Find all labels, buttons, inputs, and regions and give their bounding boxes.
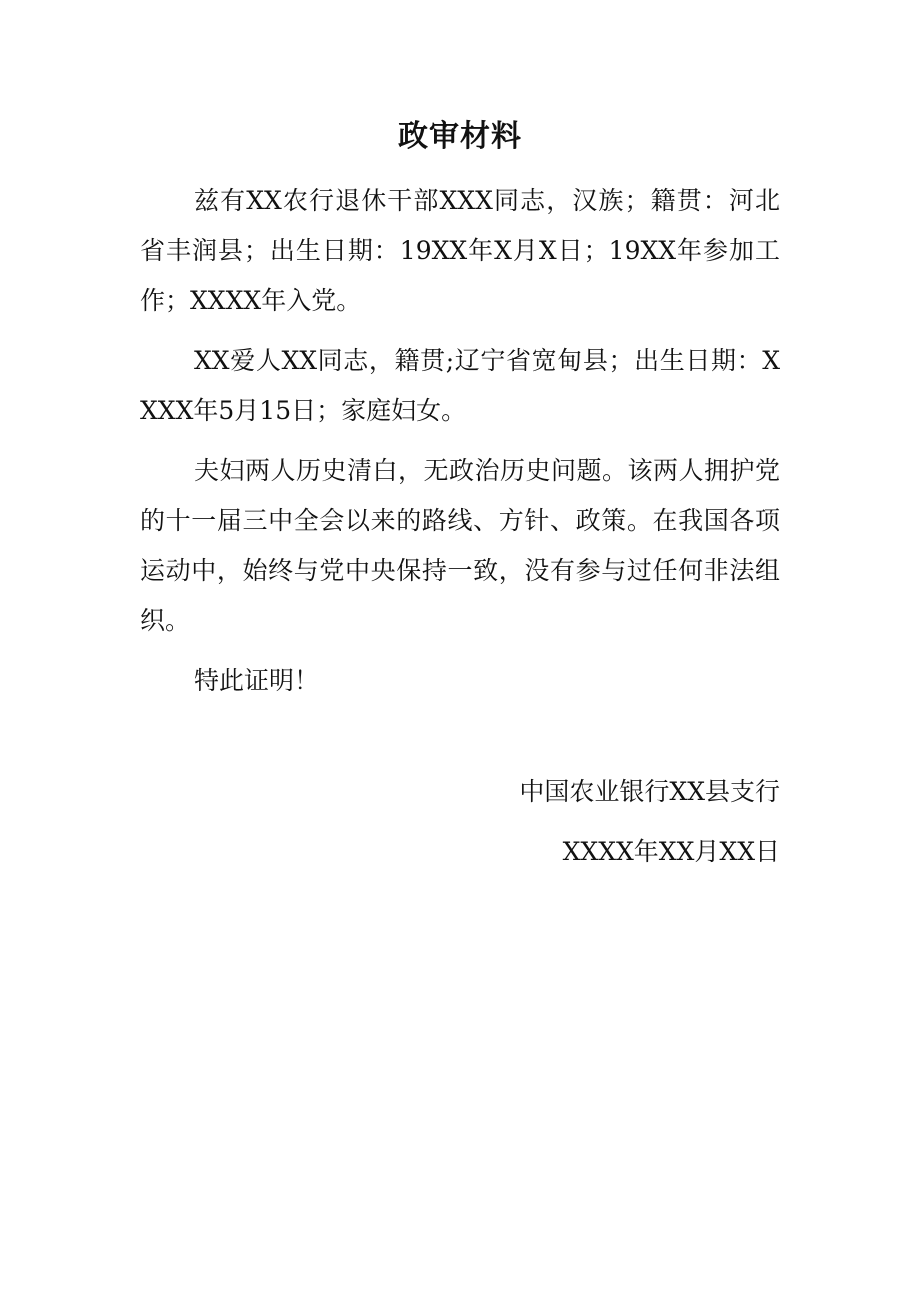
paragraph-retiree-info: 兹有XX农行退休干部XXX同志，汉族；籍贯：河北省丰润县；出生日期：19XX年X月X日；19XX年参加工作；XXXX年入党。: [140, 186, 780, 315]
signature-organization: 中国农业银行XX县支行: [519, 777, 780, 806]
signature-date: XXXX年XX月XX日: [562, 837, 780, 866]
paragraph-political-statement: 夫妇两人历史清白，无政治历史问题。该两人拥护党的十一届三中全会以来的路线、方针、政策。在我国各项运动中，始终与党中央保持一致，没有参与过任何非法组织。: [140, 456, 780, 635]
paragraph-spouse-info: XX爱人XX同志，籍贯;辽宁省宽甸县；出生日期：XXXX年5月15日；家庭妇女。: [140, 346, 780, 425]
signature-block: [140, 762, 780, 882]
paragraph-certification: 特此证明！: [194, 666, 320, 695]
document-body: [140, 176, 780, 716]
document-title: 政审材料: [398, 119, 522, 154]
